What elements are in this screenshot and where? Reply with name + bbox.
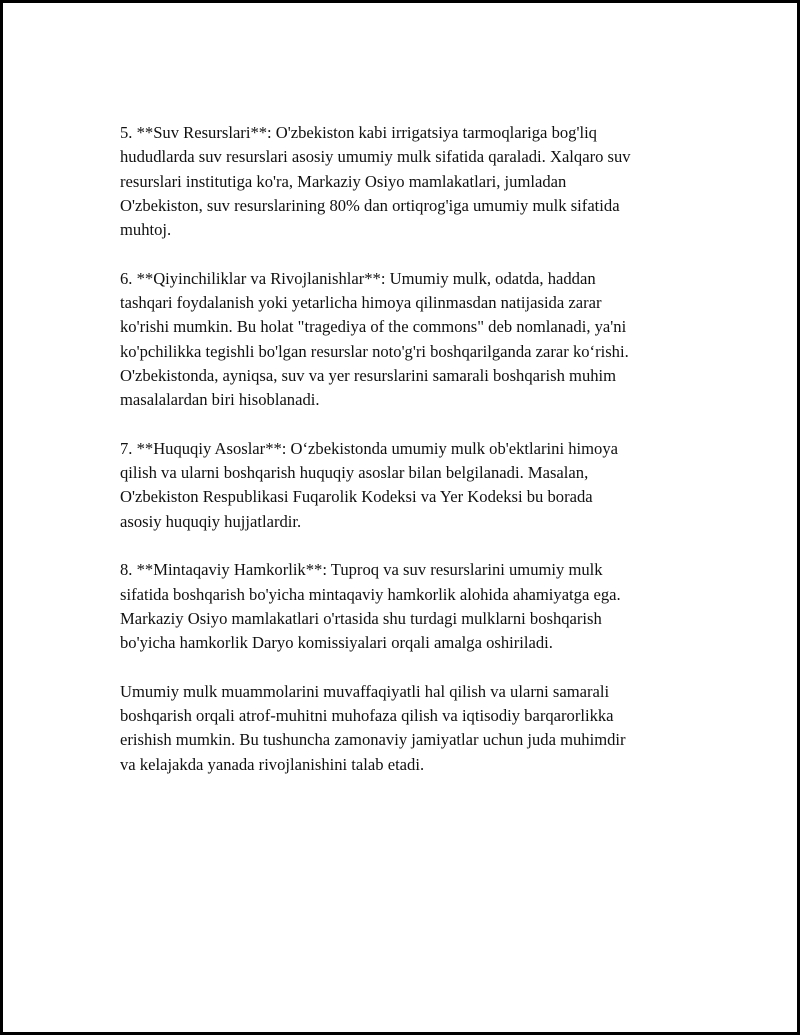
text-line: hududlarda suv resurslari asosiy umumiy mulk sifatida qaraladi. Xalqaro suv bbox=[120, 147, 631, 167]
text-line: 7. **Huquqiy Asoslar**: O‘zbekistonda umumiy mulk ob'ektlarini himoya bbox=[120, 438, 618, 458]
paragraph-regional-cooperation bbox=[120, 558, 695, 655]
text-line: 8. **Mintaqaviy Hamkorlik**: Tuproq va suv resurslarini umumiy mulk bbox=[120, 560, 603, 580]
paragraph-legal-basis bbox=[120, 437, 695, 534]
text-line: sifatida boshqarish bo'yicha mintaqaviy hamkorlik alohida ahamiyatga ega. bbox=[120, 584, 621, 604]
text-line: 5. **Suv Resurslari**: O'zbekiston kabi irrigatsiya tarmoqlariga bog'liq bbox=[120, 123, 597, 142]
text-line: erishish mumkin. Bu tushuncha zamonaviy jamiyatlar uchun juda muhimdir bbox=[120, 730, 626, 750]
text-line: bo'yicha hamkorlik Daryo komissiyalari orqali amalga oshiriladi. bbox=[120, 633, 553, 653]
text-line: 6. **Qiyinchiliklar va Rivojlanishlar**: Umumiy mulk, odatda, haddan bbox=[120, 268, 596, 288]
text-line: Markaziy Osiyo mamlakatlari o'rtasida shu turdagi mulklarni boshqarish bbox=[120, 608, 602, 628]
text-line: muhtoj. bbox=[120, 220, 172, 240]
text-line: resurslari institutiga ko'ra, Markaziy Osiyo mamlakatlari, jumladan bbox=[120, 171, 567, 191]
text-line: va kelajakda yanada rivojlanishini talab etadi. bbox=[120, 754, 425, 774]
text-line: ko'rishi mumkin. Bu holat "tragediya of the commons" deb nomlanadi, ya'ni bbox=[120, 317, 627, 337]
text-line: tashqari foydalanish yoki yetarlicha himoya qilinmasdan natijasida zarar bbox=[120, 293, 602, 313]
text-line: O'zbekiston Respublikasi Fuqarolik Kodeksi va Yer Kodeksi bu borada bbox=[120, 487, 593, 507]
paragraph-water-resources bbox=[120, 121, 695, 242]
text-line: Umumiy mulk muammolarini muvaffaqiyatli hal qilish va ularni samarali bbox=[120, 681, 610, 701]
text-line: boshqarish orqali atrof-muhitni muhofaza qilish va iqtisodiy barqarorlikka bbox=[120, 706, 614, 726]
document-body bbox=[120, 121, 695, 801]
text-line: qilish va ularni boshqarish huquqiy asoslar bilan belgilanadi. Masalan, bbox=[120, 463, 589, 483]
text-line: asosiy huquqiy hujjatlardir. bbox=[120, 511, 302, 531]
paragraph-challenges bbox=[120, 267, 695, 413]
text-line: O'zbekiston, suv resurslarining 80% dan ortiqrog'iga umumiy mulk sifatida bbox=[120, 195, 620, 215]
text-line: masalalardan biri hisoblanadi. bbox=[120, 390, 320, 410]
text-line: O'zbekistonda, ayniqsa, suv va yer resurslarini samarali boshqarish muhim bbox=[120, 365, 617, 385]
paragraph-conclusion bbox=[120, 680, 695, 777]
text-line: ko'pchilikka tegishli bo'lgan resurslar noto'g'ri boshqarilganda zarar ko‘rishi. bbox=[120, 341, 629, 361]
